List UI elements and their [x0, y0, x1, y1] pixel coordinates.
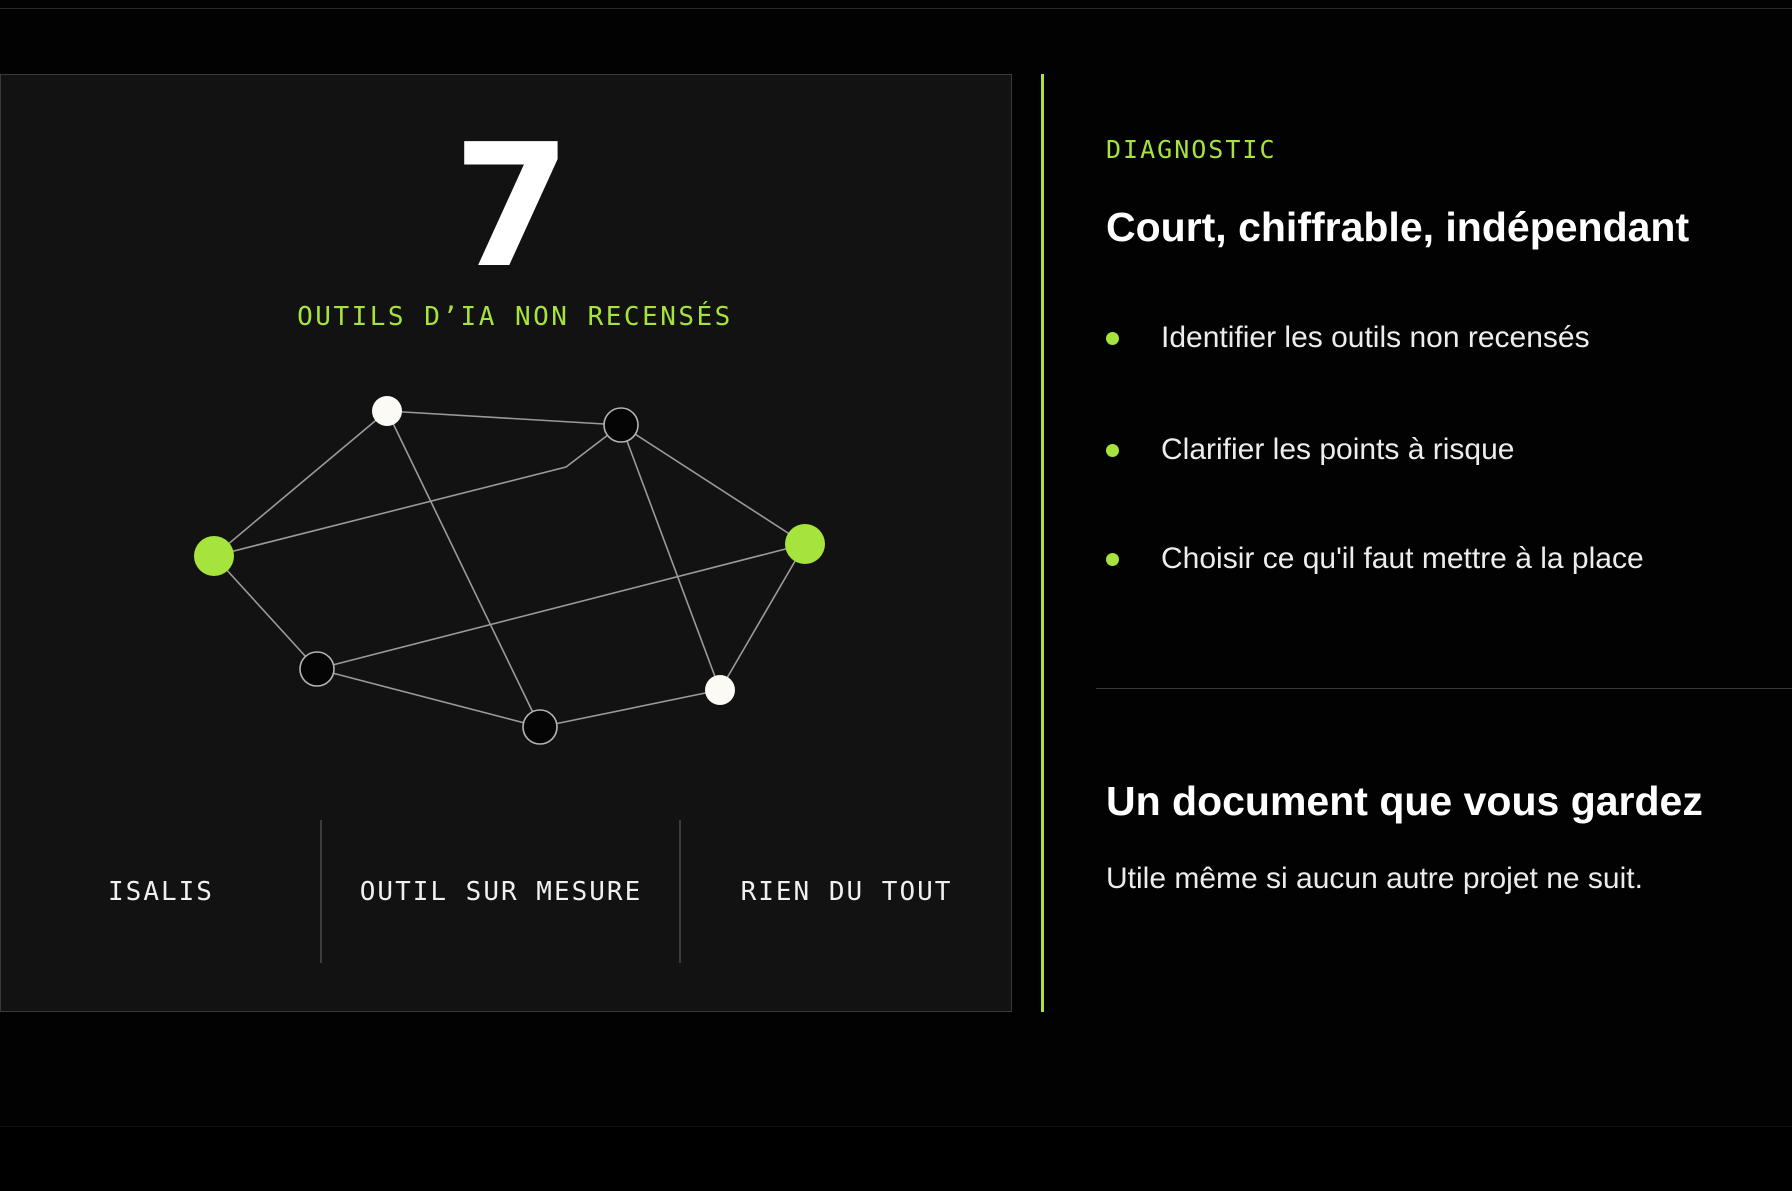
bullet-text: Identifier les outils non recensés	[1161, 321, 1590, 354]
network-edge	[720, 544, 805, 690]
option-isalis: ISALIS	[108, 876, 214, 907]
network-edge	[621, 425, 720, 690]
network-edge	[214, 556, 317, 669]
secondary-heading: Un document que vous gardez	[1106, 778, 1703, 824]
secondary-text: Utile même si aucun autre projet ne suit.	[1106, 862, 1643, 895]
bullet-text: Clarifier les points à risque	[1161, 433, 1515, 466]
network-node-white	[372, 396, 402, 426]
network-edge	[214, 425, 621, 556]
network-node-accent	[194, 536, 234, 576]
section-eyebrow: DIAGNOSTIC	[1106, 135, 1277, 164]
bullet-dot-icon	[1106, 444, 1119, 457]
tool-count: 7	[452, 108, 568, 306]
network-node-white	[705, 675, 735, 705]
bullet-text: Choisir ce qu'il faut mettre à la place	[1161, 542, 1644, 575]
network-edge	[540, 690, 720, 727]
section-divider	[1096, 688, 1792, 689]
network-edge	[387, 411, 540, 727]
network-edge	[621, 425, 805, 544]
option-rien-du-tout: RIEN DU TOUT	[740, 876, 953, 907]
network-node-accent	[785, 524, 825, 564]
bottom-band	[0, 1126, 1792, 1191]
options-row	[0, 820, 1012, 963]
network-node-black	[523, 710, 557, 744]
section-heading: Court, chiffrable, indépendant	[1106, 204, 1690, 250]
bullet-dot-icon	[1106, 553, 1119, 566]
tool-count-label: OUTILS D’IA NON RECENSÉS	[297, 302, 733, 332]
network-edge	[317, 544, 805, 669]
option-outil-sur-mesure: OUTIL SUR MESURE	[359, 876, 643, 907]
network-node-black	[604, 408, 638, 442]
bullet-dot-icon	[1106, 332, 1119, 345]
network-nodes	[194, 396, 825, 744]
network-edge	[317, 669, 540, 727]
accent-vertical-rule	[1041, 74, 1044, 1012]
network-node-black	[300, 652, 334, 686]
network-edge	[387, 411, 621, 425]
